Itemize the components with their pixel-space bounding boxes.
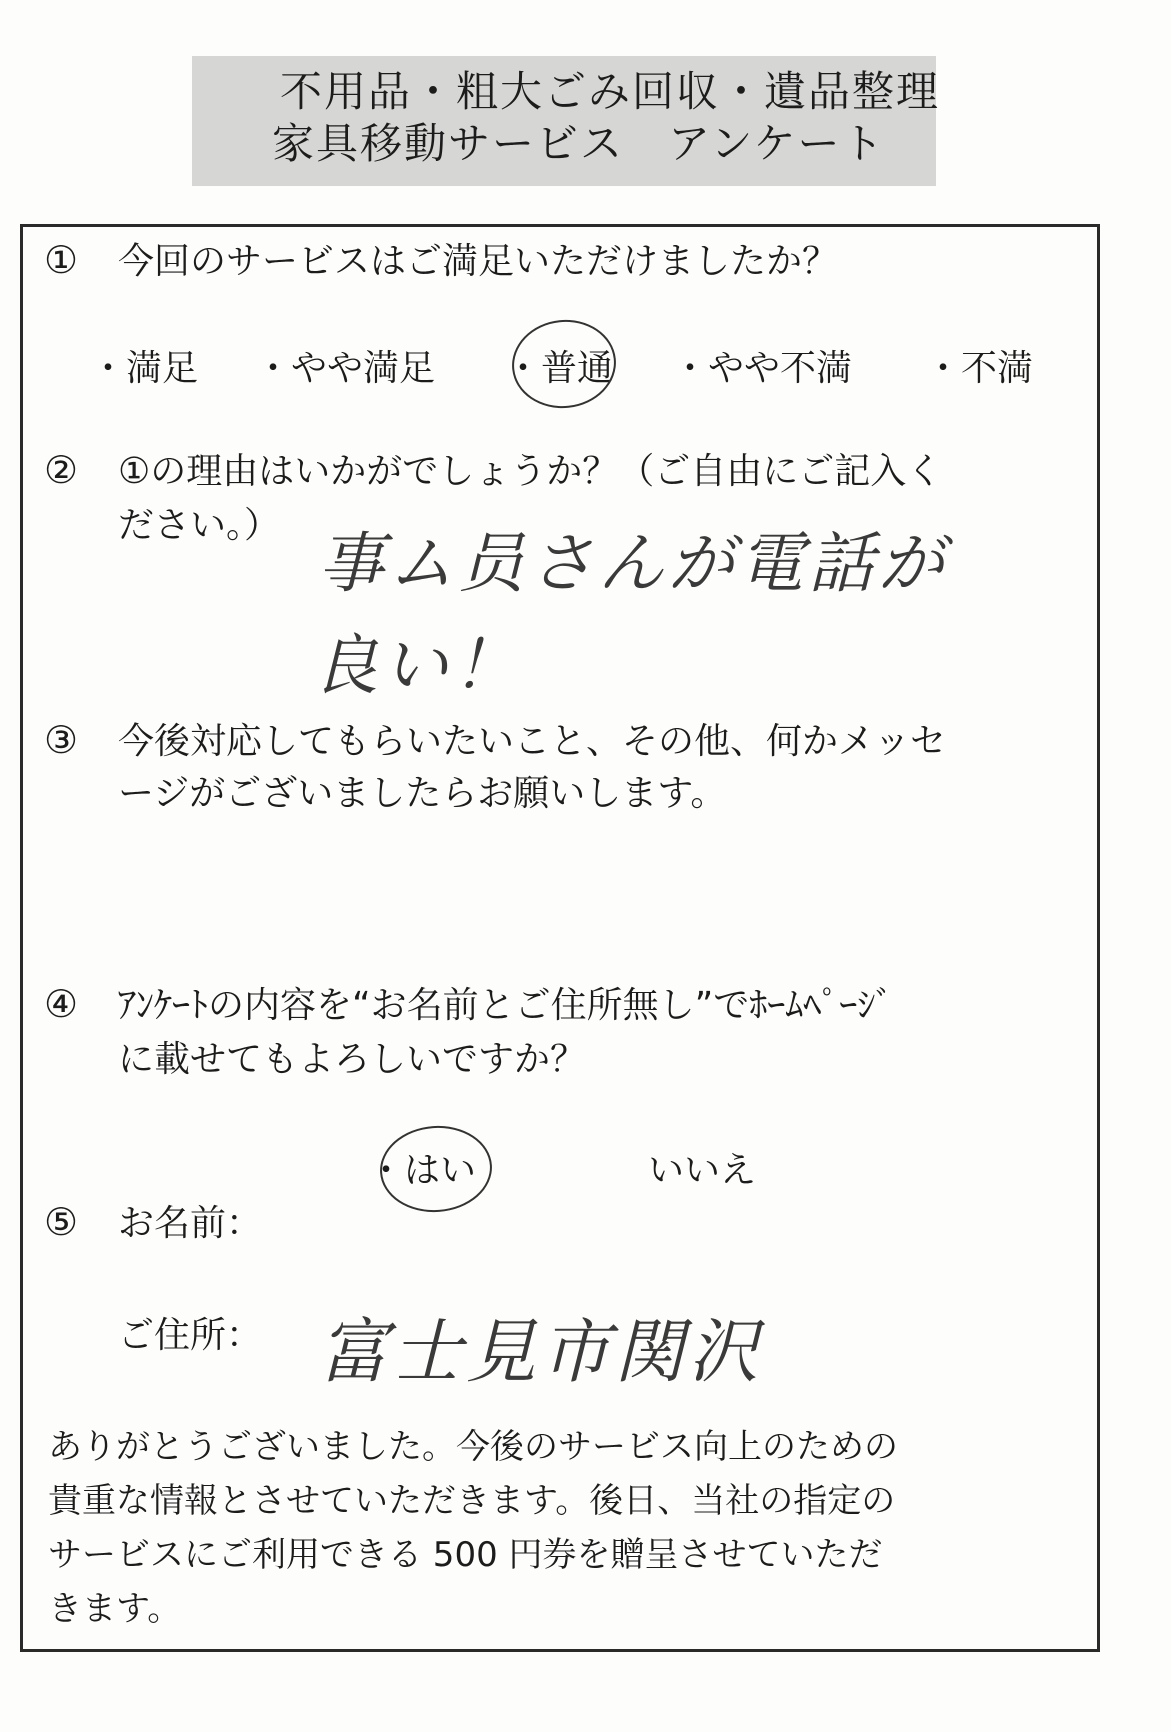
closing-line1: ありがとうございました。今後のサービス向上のための: [48, 1427, 898, 1467]
q4-option-yes[interactable]: ・はい: [368, 1150, 477, 1191]
q2-number: ②: [44, 448, 79, 492]
q4-number: ④: [44, 982, 79, 1026]
address-handwritten-answer: 富士見市関沢: [318, 1311, 762, 1393]
title-band: [192, 56, 941, 186]
q3-text-line1: 今後対応してもらいたいこと、その他、何かメッセ: [118, 721, 947, 762]
q4-option-no[interactable]: いいえ: [648, 1150, 757, 1191]
q5-number: ⑤: [44, 1200, 79, 1244]
address-label: ご住所：: [118, 1315, 263, 1356]
q1-number: ①: [44, 238, 79, 282]
title-line-1: 不用品・粗大ごみ回収・遺品整理: [280, 67, 941, 116]
q1-option-neutral[interactable]: ・普通: [505, 348, 614, 389]
closing-line3: サービスにご利用できる 500 円券を贈呈させていただ: [48, 1535, 883, 1575]
q2-text-line2: ださい。）: [118, 505, 281, 546]
title-line-2: 家具移動サービス アンケート: [272, 119, 886, 168]
q1-option-somewhat-satisfied[interactable]: ・やや満足: [255, 348, 436, 389]
q2-handwritten-answer-line2: 良い！: [312, 627, 522, 704]
q3-number: ③: [44, 718, 79, 762]
q4-text-line1: ｱﾝｹｰﾄの内容を“お名前とご住所無し”でﾎｰﾑﾍﾟｰｼﾞ: [118, 985, 894, 1026]
closing-line2: 貴重な情報とさせていただきます。後日、当社の指定の: [48, 1481, 896, 1521]
q2-text-line1: ①の理由はいかがでしょうか？（ご自由にご記入く: [118, 451, 943, 492]
name-label: お名前：: [118, 1203, 263, 1244]
q1-option-dissatisfied[interactable]: ・不満: [925, 348, 1034, 389]
q1-text: 今回のサービスはご満足いただけましたか？: [118, 241, 839, 282]
q2-handwritten-answer-line1: 事ム员さんが電話が: [318, 525, 948, 602]
q1-option-somewhat-dissatisfied[interactable]: ・やや不満: [672, 348, 853, 389]
closing-line4: きます。: [48, 1589, 182, 1629]
q4-text-line2: に載せてもよろしいですか？: [118, 1039, 587, 1080]
closing-message: [48, 1420, 1088, 1636]
q3-text-line2: ージがございましたらお願いします。: [118, 773, 727, 814]
q1-option-satisfied[interactable]: ・満足: [90, 348, 199, 389]
